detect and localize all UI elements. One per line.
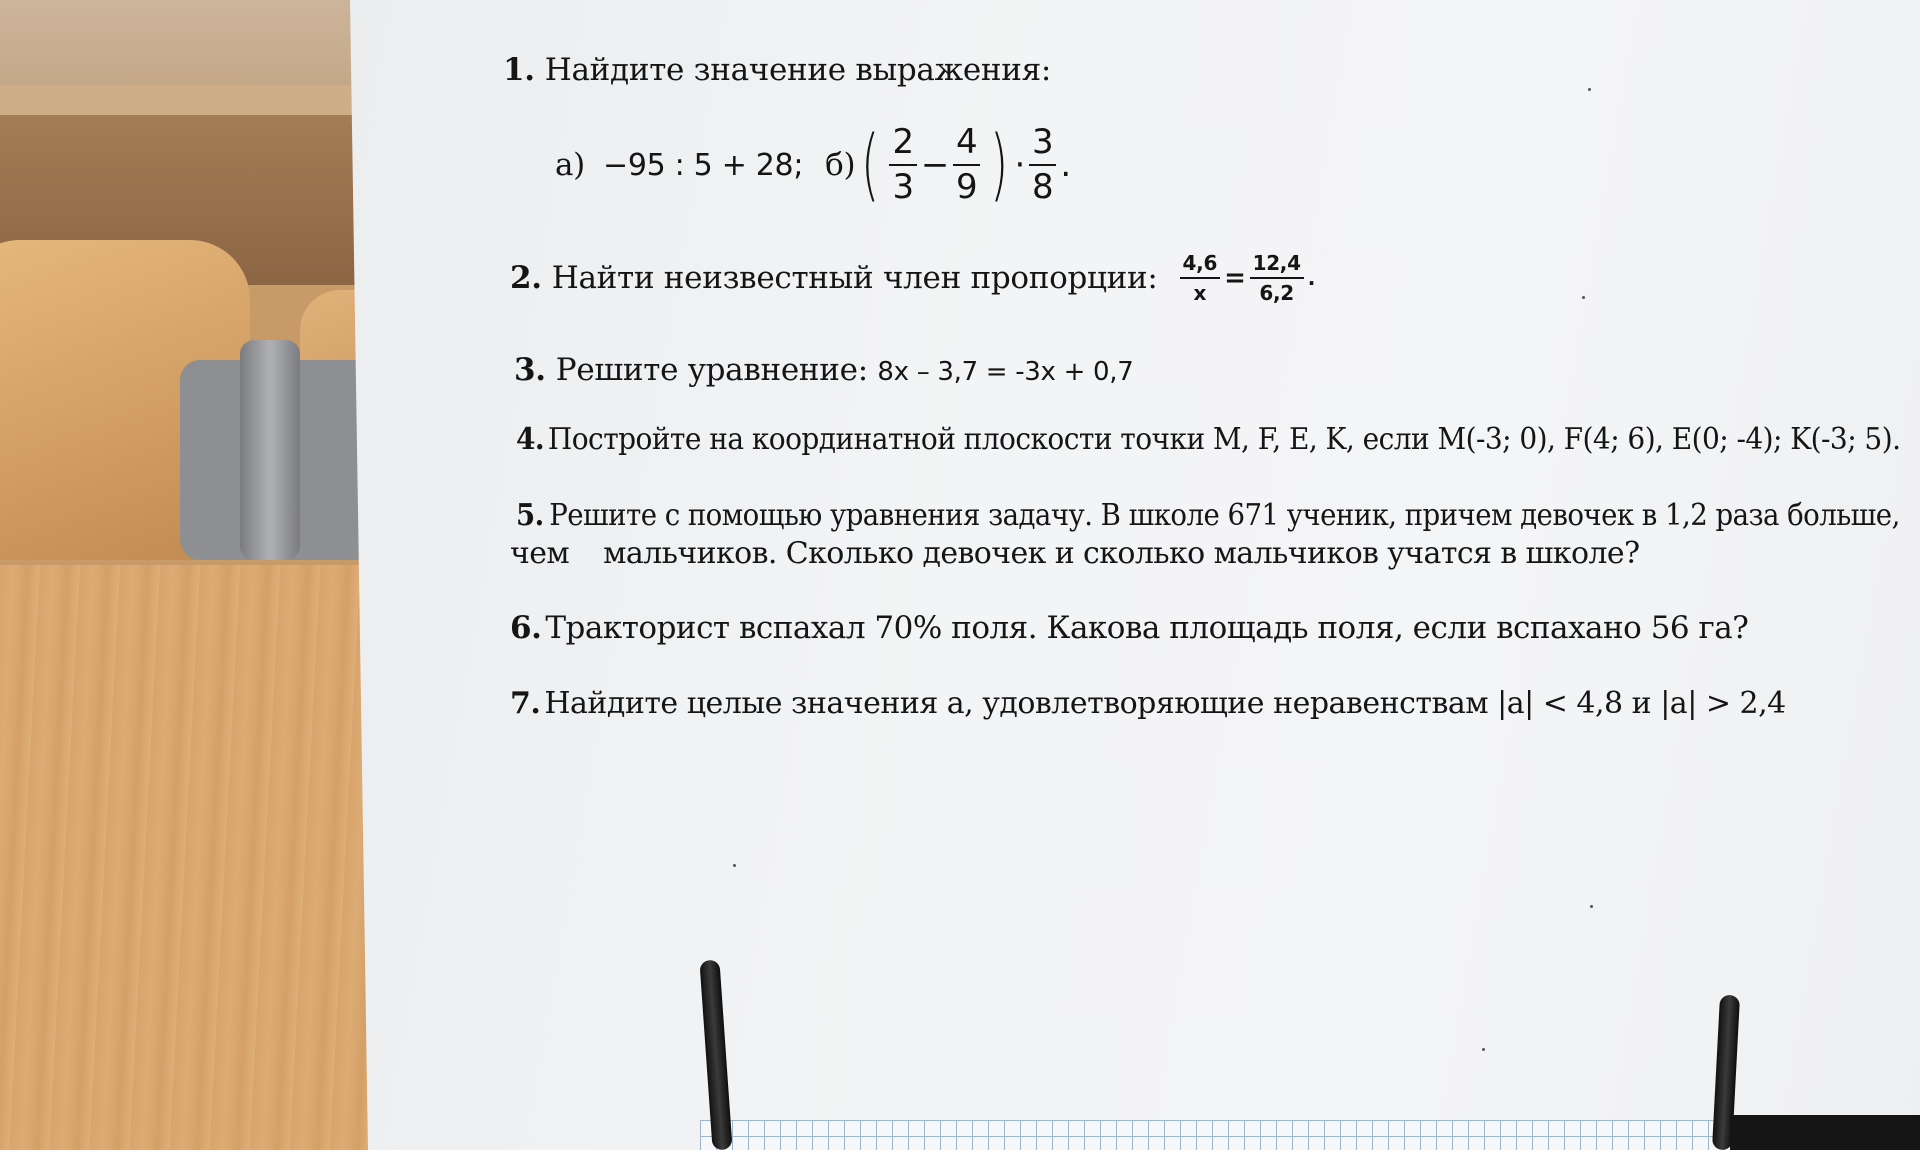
task-number: 1.: [503, 52, 535, 88]
period: .: [1060, 145, 1071, 185]
task-3: [514, 352, 1134, 388]
left-paren: (: [861, 120, 880, 210]
task-text: Решите уравнение:: [555, 352, 868, 388]
task-number: 5.: [516, 498, 544, 533]
task-number: 2.: [510, 260, 542, 296]
stand-base: [1730, 1115, 1920, 1150]
grid-paper-edge: [700, 1120, 1730, 1150]
task-text: Найдите целые значения а, удовлетворяющие неравенствам |a| < 4,8 и |a| > 2,4: [544, 686, 1786, 721]
numerator: 4: [956, 121, 978, 162]
numerator: 3: [1032, 121, 1054, 162]
task-number: 4.: [516, 422, 545, 457]
part-a-label: а): [555, 147, 585, 183]
task-number: 3.: [514, 352, 546, 388]
task-2: [510, 248, 1315, 308]
task-7: [510, 686, 1786, 721]
chair-leg: [240, 340, 300, 560]
fraction-12.4-6.2: [1250, 252, 1304, 304]
paper-speck: [1588, 88, 1591, 91]
right-paren: ): [990, 120, 1009, 210]
task-5-line-2: [510, 536, 1640, 571]
background-shelf: [0, 85, 400, 115]
task-text: Тракторист вспахал 70% поля. Какова площадь поля, если вспахано 56 га?: [545, 610, 1749, 646]
part-a-expression: −95 : 5 + 28;: [602, 147, 804, 183]
minus-sign: −: [920, 145, 950, 185]
fraction-2-3: [889, 121, 916, 207]
task-1-expressions: [555, 110, 1071, 220]
part-b-label: б): [825, 147, 856, 183]
denominator: x: [1193, 281, 1207, 305]
task-text: Найдите значение выражения:: [544, 52, 1051, 88]
period: .: [1307, 266, 1316, 290]
task-text: Постройте на координатной плоскости точки M, F, E, K, если M(-3; 0), F(4; 6), E(0; -4); K(-3; 5).: [547, 422, 1901, 457]
task-text-start: чем: [510, 536, 570, 571]
task-number: 7.: [510, 686, 541, 721]
task-number: 6.: [510, 610, 542, 646]
fraction-3-8: [1029, 121, 1056, 207]
task-text-rest: мальчиков. Сколько девочек и сколько мальчиков учатся в школе?: [603, 536, 1640, 571]
multiply-sign: ·: [1014, 145, 1026, 185]
paper-speck: [1582, 296, 1585, 299]
task-5-line-1: [516, 498, 1900, 533]
paper-speck: [1590, 905, 1593, 908]
numerator: 4,6: [1182, 251, 1218, 275]
task-text: Решите с помощью уравнения задачу. В школе 671 ученик, причем девочек в 1,2 раза больше,: [549, 498, 1900, 533]
denominator: 9: [956, 167, 978, 207]
fraction-4.6-x: [1180, 252, 1221, 304]
denominator: 8: [1032, 167, 1054, 207]
paper-speck: [733, 864, 736, 867]
numerator: 12,4: [1252, 251, 1301, 275]
equation: 8x – 3,7 = -3x + 0,7: [877, 357, 1134, 387]
denominator: 3: [892, 167, 914, 207]
task-1-heading: [503, 52, 1051, 88]
denominator: 6,2: [1259, 281, 1294, 305]
task-text: Найти неизвестный член пропорции:: [551, 260, 1158, 296]
task-4: [516, 422, 1900, 457]
numerator: 2: [892, 121, 914, 162]
background-wall: [0, 0, 400, 85]
fraction-4-9: [953, 121, 980, 207]
paper-speck: [1482, 1048, 1485, 1051]
task-6: [510, 610, 1748, 646]
equals-sign: =: [1224, 263, 1246, 293]
